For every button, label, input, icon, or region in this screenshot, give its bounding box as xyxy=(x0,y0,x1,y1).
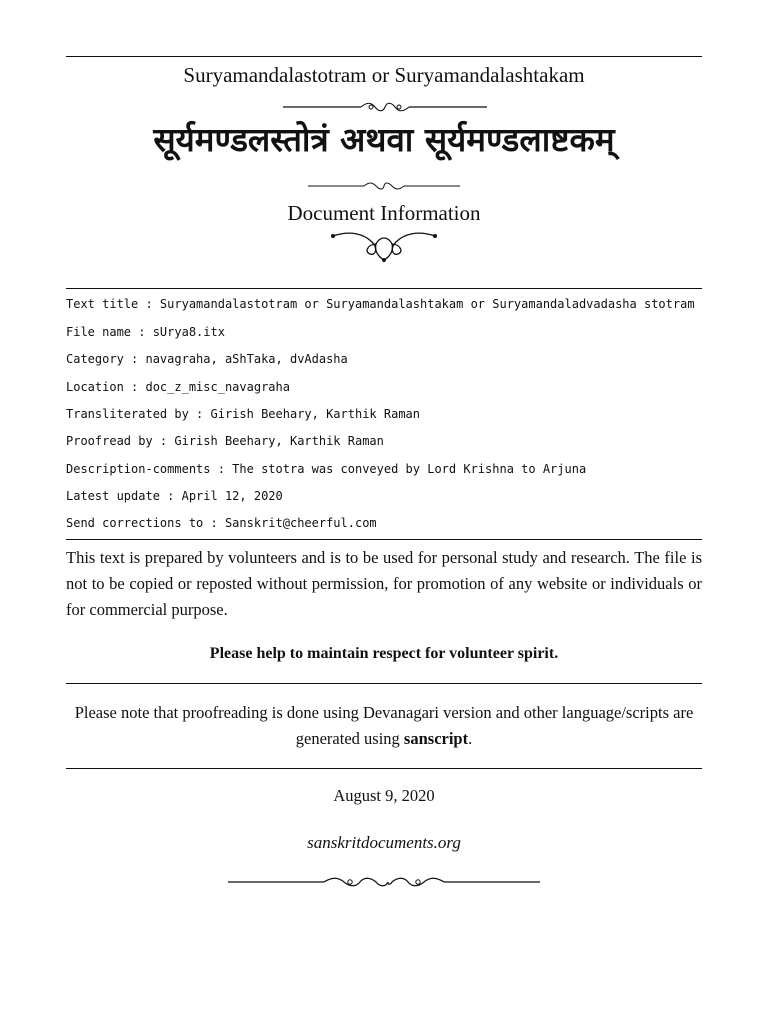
category: Category : navagraha, aShTaka, dvAdasha xyxy=(66,352,348,366)
ornament-divider-bottom xyxy=(228,875,540,889)
ornament-divider-2 xyxy=(308,180,460,192)
proofreading-note xyxy=(66,700,702,752)
proofreading-note-end: . xyxy=(468,729,473,748)
notice-rule-1 xyxy=(66,683,702,684)
file-name: File name : sUrya8.itx xyxy=(66,325,225,339)
location: Location : doc_z_misc_navagraha xyxy=(66,380,290,394)
flourish-ornament xyxy=(330,226,438,264)
send-corrections: Send corrections to : Sanskrit@cheerful.com xyxy=(66,516,377,530)
proofread-by: Proofread by : Girish Beehary, Karthik Raman xyxy=(66,434,384,448)
sanscript-label: sanscript xyxy=(403,729,469,748)
transliterated-by: Transliterated by : Girish Beehary, Karthik Raman xyxy=(66,407,421,421)
document-date: August 9, 2020 xyxy=(333,786,435,805)
title-sanskrit: सूर्यमण्डलस्तोत्रं अथवा सूर्यमण्डलाष्टकम् xyxy=(153,120,615,159)
notice-rule-2 xyxy=(66,768,702,769)
latest-update: Latest update : April 12, 2020 xyxy=(66,489,283,503)
title-english: Suryamandalastotram or Suryamandalashtakam xyxy=(183,63,585,87)
text-title: Text title : Suryamandalastotram or Suryamandalashtakam or Suryamandaladvadasha stotram xyxy=(66,297,695,311)
ornament-divider-1 xyxy=(283,100,487,114)
respect-line: Please help to maintain respect for volunteer spirit. xyxy=(209,645,559,662)
site-name: sanskritdocuments.org xyxy=(307,833,461,852)
description-comments: Description-comments : The stotra was conveyed by Lord Krishna to Arjuna xyxy=(66,462,587,476)
volunteer-notice: This text is prepared by volunteers and is to be used for personal study and research. The file is not to be copied or reposted without permission, for promotion of any website or individuals or for commercial purpose. xyxy=(66,548,702,619)
section-heading: Document Information xyxy=(287,201,481,225)
top-rule xyxy=(66,56,702,57)
info-bottom-rule xyxy=(66,539,702,540)
proofreading-note-text: Please note that proofreading is done using Devanagari version and other language/scripts are generated using xyxy=(74,703,694,748)
info-top-rule xyxy=(66,288,702,289)
